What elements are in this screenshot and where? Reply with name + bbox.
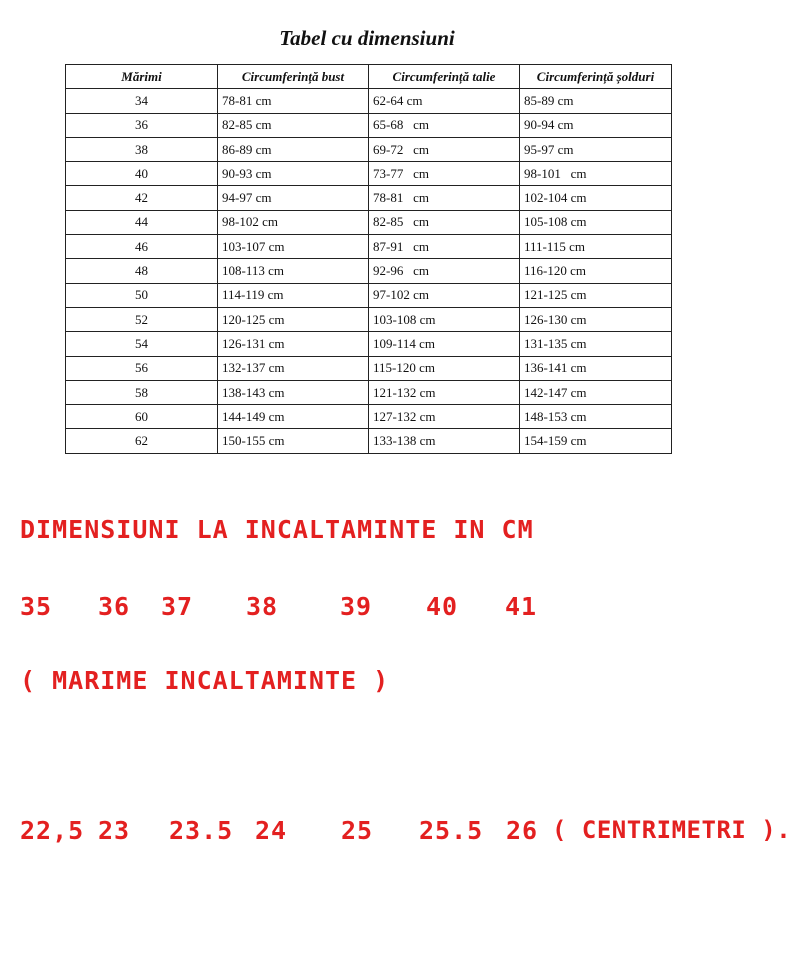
measurement-cell: 109-114 cm [369, 332, 520, 356]
size-cell: 38 [66, 137, 218, 161]
table-row [66, 283, 672, 307]
shoe-cm: 23 [98, 816, 131, 845]
measurement-cell: 65-68 cm [369, 113, 520, 137]
measurement-cell: 94-97 cm [218, 186, 369, 210]
measurement-cell: 98-101 cm [520, 162, 672, 186]
shoe-heading: DIMENSIUNI LA INCALTAMINTE IN CM [20, 515, 534, 544]
size-cell: 56 [66, 356, 218, 380]
table-row [66, 137, 672, 161]
measurement-cell: 131-135 cm [520, 332, 672, 356]
table-row [66, 405, 672, 429]
shoe-cm: 26 [506, 816, 539, 845]
shoe-cm-note: ( CENTRIMETRI ). [552, 816, 791, 844]
shoe-size: 41 [505, 592, 538, 621]
measurement-cell: 120-125 cm [218, 307, 369, 331]
table-row [66, 332, 672, 356]
measurement-cell: 121-125 cm [520, 283, 672, 307]
measurement-cell: 148-153 cm [520, 405, 672, 429]
size-cell: 40 [66, 162, 218, 186]
measurement-cell: 92-96 cm [369, 259, 520, 283]
measurement-cell: 82-85 cm [218, 113, 369, 137]
measurement-cell: 90-94 cm [520, 113, 672, 137]
measurement-cell: 86-89 cm [218, 137, 369, 161]
measurement-cell: 133-138 cm [369, 429, 520, 453]
measurement-cell: 103-107 cm [218, 235, 369, 259]
measurement-cell: 136-141 cm [520, 356, 672, 380]
header-waist: Circumferință talie [369, 65, 520, 89]
measurement-cell: 132-137 cm [218, 356, 369, 380]
table-row [66, 259, 672, 283]
table-row [66, 380, 672, 404]
size-table [65, 64, 672, 454]
size-cell: 52 [66, 307, 218, 331]
measurement-cell: 150-155 cm [218, 429, 369, 453]
table-row [66, 356, 672, 380]
shoe-cm: 24 [255, 816, 288, 845]
size-cell: 60 [66, 405, 218, 429]
table-row [66, 113, 672, 137]
measurement-cell: 142-147 cm [520, 380, 672, 404]
size-cell: 58 [66, 380, 218, 404]
measurement-cell: 103-108 cm [369, 307, 520, 331]
shoe-cm: 23.5 [169, 816, 234, 845]
size-cell: 62 [66, 429, 218, 453]
measurement-cell: 116-120 cm [520, 259, 672, 283]
measurement-cell: 85-89 cm [520, 89, 672, 113]
measurement-cell: 78-81 cm [218, 89, 369, 113]
measurement-cell: 73-77 cm [369, 162, 520, 186]
size-cell: 48 [66, 259, 218, 283]
measurement-cell: 126-131 cm [218, 332, 369, 356]
measurement-cell: 111-115 cm [520, 235, 672, 259]
measurement-cell: 105-108 cm [520, 210, 672, 234]
measurement-cell: 82-85 cm [369, 210, 520, 234]
measurement-cell: 102-104 cm [520, 186, 672, 210]
shoe-cm: 25.5 [419, 816, 484, 845]
table-title: Tabel cu dimensiuni [279, 26, 455, 50]
shoe-cm: 25 [341, 816, 374, 845]
table-row [66, 235, 672, 259]
shoe-size: 36 [98, 592, 131, 621]
measurement-cell: 115-120 cm [369, 356, 520, 380]
size-cell: 46 [66, 235, 218, 259]
measurement-cell: 108-113 cm [218, 259, 369, 283]
size-cell: 44 [66, 210, 218, 234]
measurement-cell: 127-132 cm [369, 405, 520, 429]
measurement-cell: 144-149 cm [218, 405, 369, 429]
measurement-cell: 69-72 cm [369, 137, 520, 161]
measurement-cell: 97-102 cm [369, 283, 520, 307]
table-row [66, 89, 672, 113]
measurement-cell: 98-102 cm [218, 210, 369, 234]
shoe-size: 38 [246, 592, 279, 621]
shoe-size-note: ( MARIME INCALTAMINTE ) [20, 666, 390, 695]
size-cell: 34 [66, 89, 218, 113]
shoe-size: 40 [426, 592, 459, 621]
measurement-cell: 90-93 cm [218, 162, 369, 186]
shoe-size: 37 [161, 592, 194, 621]
measurement-cell: 87-91 cm [369, 235, 520, 259]
table-row [66, 210, 672, 234]
table-row [66, 162, 672, 186]
measurement-cell: 62-64 cm [369, 89, 520, 113]
measurement-cell: 138-143 cm [218, 380, 369, 404]
measurement-cell: 121-132 cm [369, 380, 520, 404]
measurement-cell: 154-159 cm [520, 429, 672, 453]
shoe-size: 39 [340, 592, 373, 621]
header-bust: Circumferință bust [218, 65, 369, 89]
size-cell: 36 [66, 113, 218, 137]
table-row [66, 307, 672, 331]
measurement-cell: 126-130 cm [520, 307, 672, 331]
header-sizes: Mărimi [66, 65, 218, 89]
measurement-cell: 114-119 cm [218, 283, 369, 307]
shoe-cm: 22,5 [20, 816, 85, 845]
table-row [66, 186, 672, 210]
measurement-cell: 95-97 cm [520, 137, 672, 161]
size-cell: 54 [66, 332, 218, 356]
size-cell: 42 [66, 186, 218, 210]
table-row [66, 429, 672, 453]
shoe-size: 35 [20, 592, 53, 621]
size-cell: 50 [66, 283, 218, 307]
measurement-cell: 78-81 cm [369, 186, 520, 210]
table-header-row [66, 65, 672, 89]
header-hips: Circumferință șolduri [520, 65, 672, 89]
